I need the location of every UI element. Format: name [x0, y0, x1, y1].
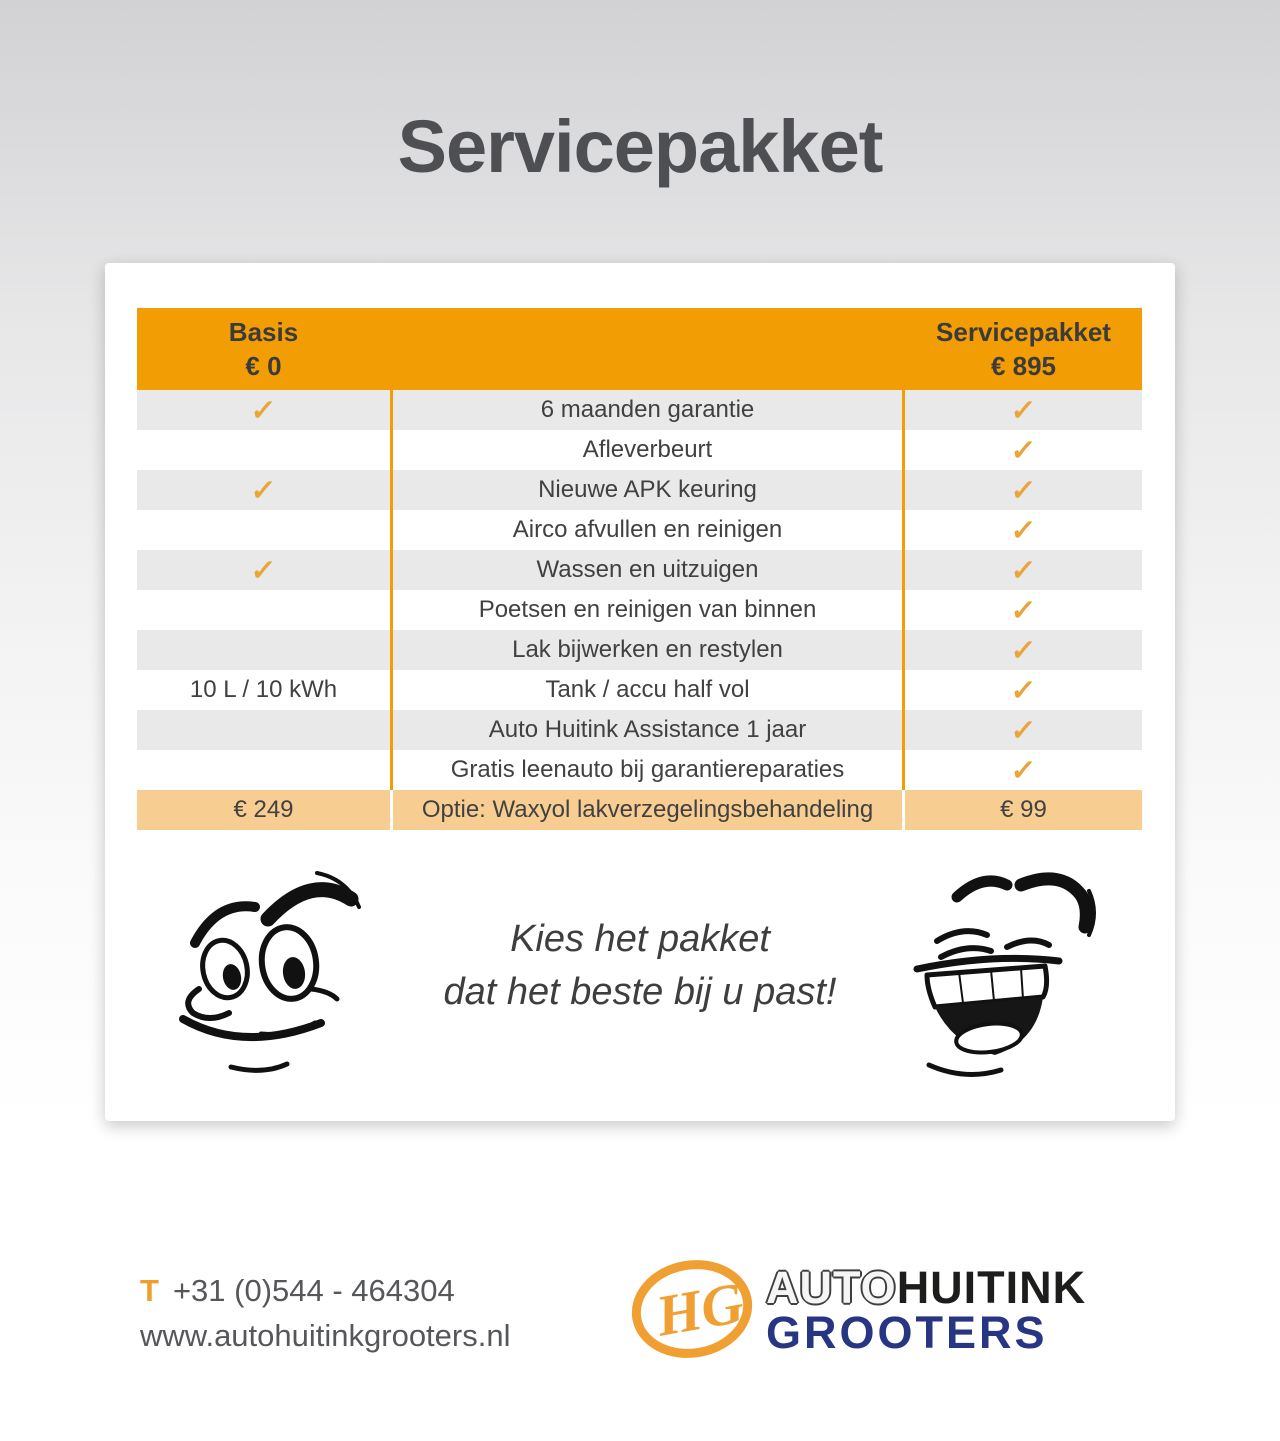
check-icon: ✓ [1009, 554, 1038, 587]
servicepakket-title: Servicepakket [936, 317, 1111, 347]
check-icon: ✓ [1009, 754, 1038, 787]
table-row [137, 750, 1142, 790]
logo-text [766, 1261, 1087, 1358]
table-row [137, 550, 1142, 590]
row-label: Tank / accu half vol [390, 670, 905, 710]
slogan-line1: Kies het pakket [510, 918, 770, 960]
row-label: Auto Huitink Assistance 1 jaar [390, 710, 905, 750]
table-row [137, 430, 1142, 470]
table-row [137, 670, 1142, 710]
table-header [137, 308, 1142, 390]
table-row [137, 630, 1142, 670]
check-icon: ✓ [1009, 634, 1038, 667]
check-icon: ✓ [249, 554, 278, 587]
content-card [105, 263, 1175, 1121]
slogan [105, 913, 1175, 1019]
table-row [137, 710, 1142, 750]
table-header-spacer [390, 308, 905, 390]
footer [0, 1256, 1280, 1396]
logo-grooters: GROOTERS [766, 1306, 1048, 1358]
check-icon: ✓ [1009, 434, 1038, 467]
logo-huitink: HUITINK [896, 1261, 1087, 1313]
row-label: 6 maanden garantie [390, 390, 905, 430]
check-icon: ✓ [249, 474, 278, 507]
row-left-value: 10 L / 10 kWh [189, 676, 338, 703]
hg-badge-icon [630, 1256, 754, 1362]
logo-auto: AUTO [766, 1261, 897, 1313]
table-row [137, 470, 1142, 510]
phone-label: T [140, 1273, 159, 1308]
row-label: Airco afvullen en reinigen [390, 510, 905, 550]
check-icon: ✓ [1009, 394, 1038, 427]
check-icon: ✓ [1009, 474, 1038, 507]
row-label: Afleverbeurt [390, 430, 905, 470]
row-label: Wassen en uitzuigen [390, 550, 905, 590]
row-label: Gratis leenauto bij garantiereparaties [390, 750, 905, 790]
svg-text:HG: HG [651, 1269, 749, 1349]
servicepakket-price: € 895 [990, 351, 1057, 381]
row-label: Nieuwe APK keuring [390, 470, 905, 510]
option-price-basis: € 249 [233, 796, 294, 823]
table-row [137, 590, 1142, 630]
page-title: Servicepakket [397, 105, 883, 188]
row-label: Poetsen en reinigen van binnen [390, 590, 905, 630]
check-icon: ✓ [1009, 514, 1038, 547]
check-icon: ✓ [1009, 714, 1038, 747]
row-label: Lak bijwerken en restylen [390, 630, 905, 670]
check-icon: ✓ [1009, 674, 1038, 707]
phone-number: +31 (0)544 - 464304 [172, 1273, 455, 1308]
phone-line [140, 1268, 510, 1313]
check-icon: ✓ [249, 394, 278, 427]
check-icon: ✓ [1009, 594, 1038, 627]
table-header-servicepakket [905, 308, 1142, 390]
table-header-basis [137, 308, 390, 390]
slogan-line2: dat het beste bij u past! [443, 971, 837, 1013]
option-price-servicepakket: € 99 [1000, 796, 1047, 823]
table-row [137, 510, 1142, 550]
row-label: Optie: Waxyol lakverzegelingsbehandeling [390, 790, 905, 830]
table-row-option [137, 790, 1142, 830]
basis-title: Basis [228, 317, 299, 347]
company-logo [630, 1256, 1086, 1362]
comparison-table [137, 308, 1142, 830]
website: www.autohuitinkgrooters.nl [140, 1318, 511, 1353]
table-row [137, 390, 1142, 430]
contact-block [140, 1268, 510, 1358]
basis-price: € 0 [245, 351, 282, 381]
